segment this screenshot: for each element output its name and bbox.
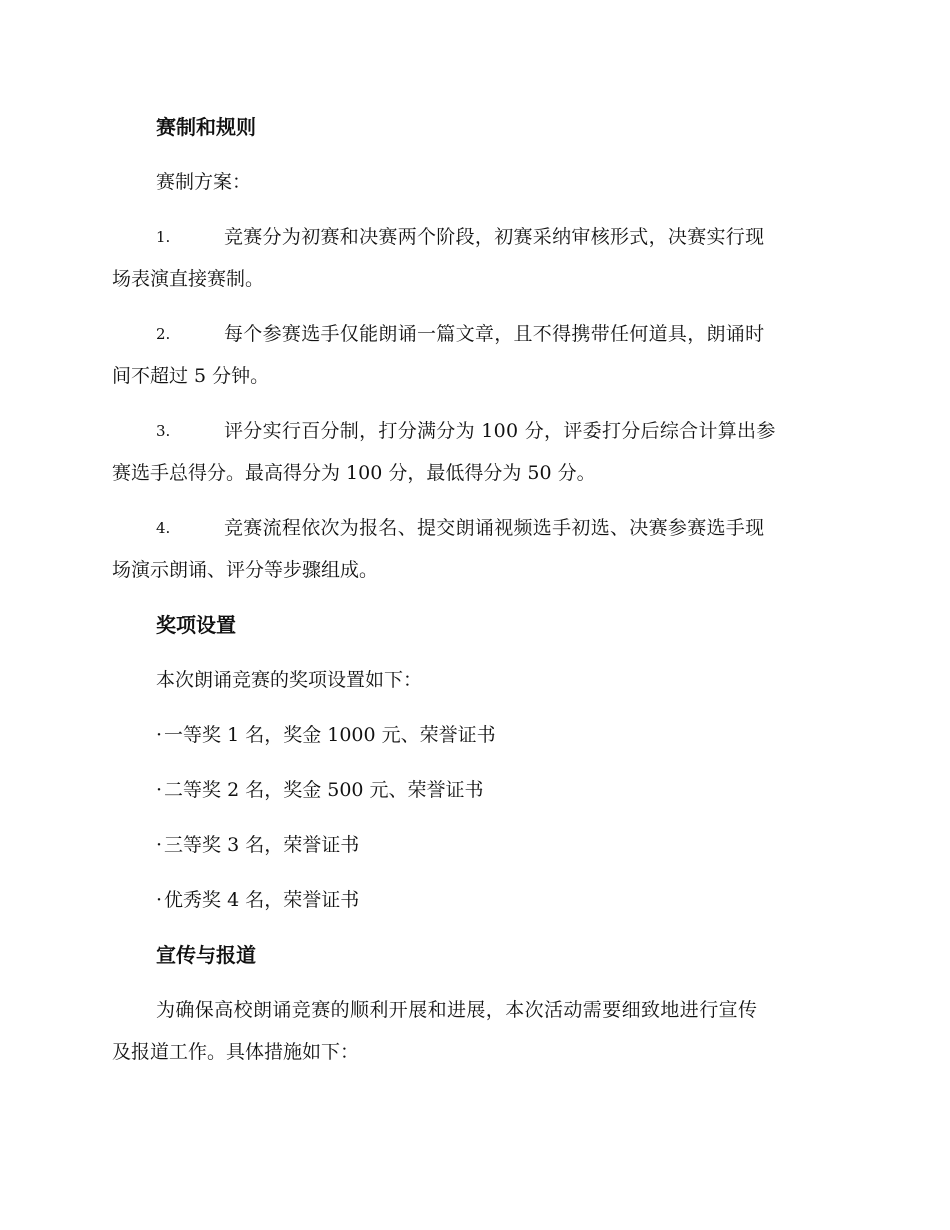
list-item-number: 2. [156,325,171,343]
award-item-text: 优秀奖 4 名，荣誉证书 [164,889,360,911]
bullet-icon: · [156,889,163,911]
section-heading-rules: 赛制和规则 [156,115,256,139]
list-item-text: 每个参赛选手仅能朗诵一篇文章，且不得携带任何道具，朗诵时 [224,323,765,345]
publicity-paragraph-line-continued: 及报道工作。具体措施如下： [112,1041,360,1063]
award-item-text: 一等奖 1 名，奖金 1000 元、荣誉证书 [164,724,496,746]
list-item-text-continued: 间不超过 5 分钟。 [112,365,270,387]
list-item-text-continued: 场演示朗诵、评分等步骤组成。 [112,559,379,581]
list-item-text: 评分实行百分制，打分满分为 100 分，评委打分后综合计算出参 [224,420,776,442]
list-item-text-continued: 赛选手总得分。最高得分为 100 分，最低得分为 50 分。 [112,462,596,484]
bullet-icon: · [156,779,163,801]
list-item-text: 竞赛分为初赛和决赛两个阶段，初赛采纳审核形式，决赛实行现 [224,226,765,248]
bullet-icon: · [156,834,163,856]
list-item-number: 1. [156,228,171,246]
bullet-icon: · [156,724,163,746]
section-heading-awards: 奖项设置 [156,613,236,637]
rules-intro: 赛制方案： [156,171,252,193]
list-item [156,886,359,914]
list-item-number: 3. [156,422,171,440]
award-item-text: 二等奖 2 名，奖金 500 元、荣誉证书 [164,779,484,801]
list-item [156,721,496,749]
award-item-text: 三等奖 3 名，荣誉证书 [164,834,360,856]
list-item-text: 竞赛流程依次为报名、提交朗诵视频选手初选、决赛参赛选手现 [224,517,765,539]
awards-intro: 本次朗诵竞赛的奖项设置如下： [156,669,423,691]
section-heading-publicity: 宣传与报道 [156,943,256,967]
list-item [156,776,484,804]
list-item-text-continued: 场表演直接赛制。 [112,268,265,290]
list-item [156,831,359,859]
publicity-paragraph-line: 为确保高校朗诵竞赛的顺利开展和进展，本次活动需要细致地进行宣传 [156,999,758,1021]
list-item-number: 4. [156,519,171,537]
